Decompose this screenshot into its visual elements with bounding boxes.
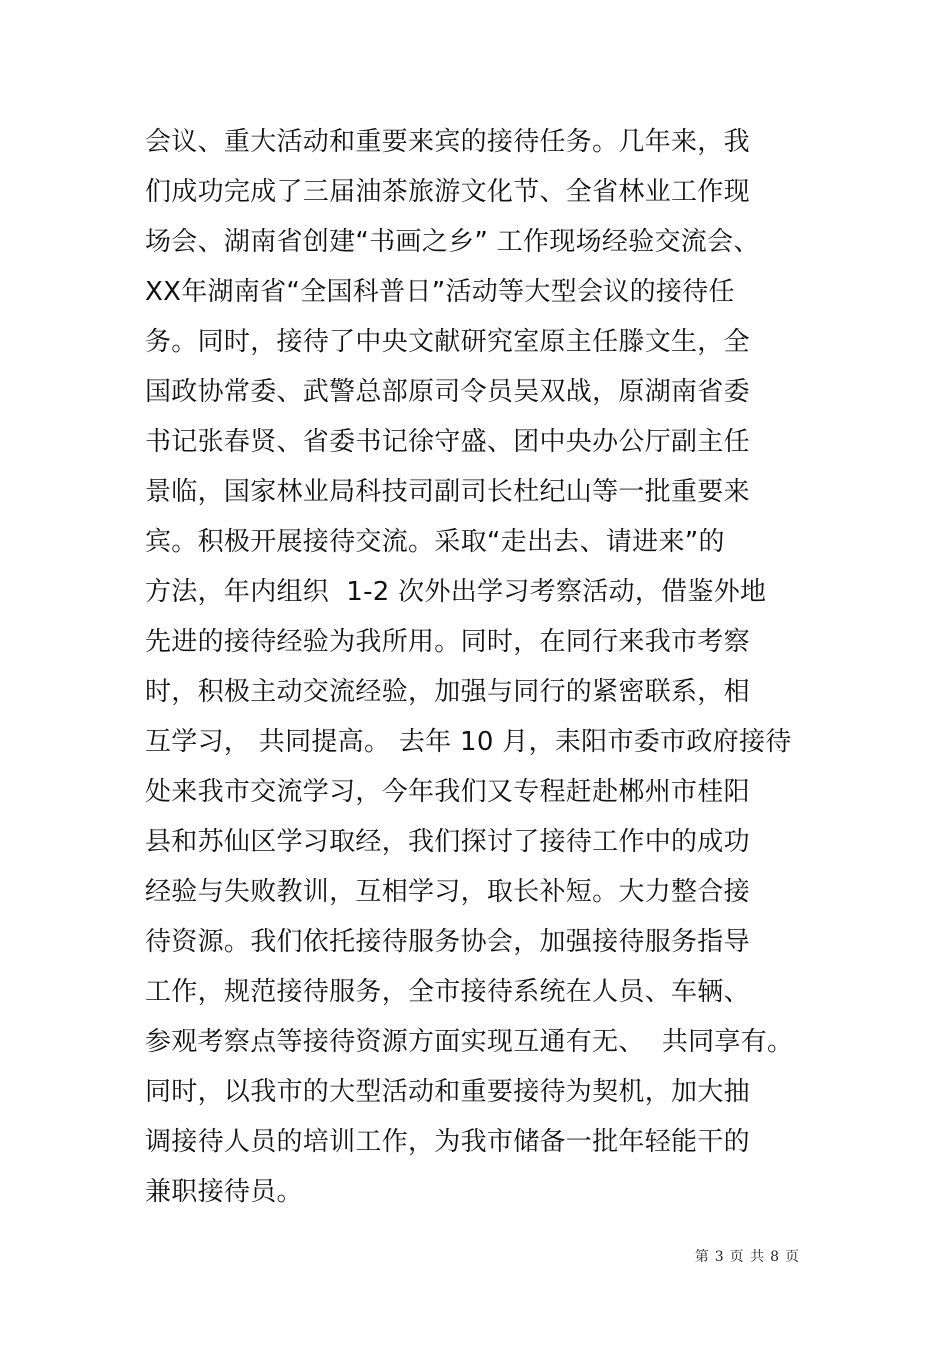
body-line-10: 方法，年内组织 1-2 次外出学习考察活动，借鉴外地 <box>145 577 767 607</box>
body-line-20: 同时，以我市的大型活动和重要接待为契机，加大抽 <box>145 1077 750 1107</box>
footer-total-pages: 8 <box>770 1249 780 1265</box>
body-line-4: XX年湖南省“全国科普日”活动等大型会议的接待任 <box>145 277 735 307</box>
body-line-11: 先进的接待经验为我所用。同时，在同行来我市考察 <box>145 627 750 657</box>
body-line-8: 景临，国家林业局科技司副司长杜纪山等一批重要来 <box>145 477 750 507</box>
body-line-14: 处来我市交流学习，今年我们又专程赶赴郴州市桂阳 <box>145 777 750 807</box>
footer-prefix: 第 <box>694 1249 710 1265</box>
body-line-12: 时，积极主动交流经验，加强与同行的紧密联系，相 <box>145 677 750 707</box>
body-line-13: 互学习， 共同提高。 去年 10 月，耒阳市委市政府接待 <box>145 727 792 757</box>
body-line-5: 务。同时，接待了中央文献研究室原主任滕文生，全 <box>145 327 750 357</box>
body-line-6: 国政协常委、武警总部原司令员吴双战，原湖南省委 <box>145 377 750 407</box>
footer-current-page: 3 <box>714 1249 725 1265</box>
body-line-2: 们成功完成了三届油茶旅游文化节、全省林业工作现 <box>145 177 750 207</box>
footer-middle: 页 共 <box>729 1249 766 1265</box>
body-line-19: 参观考察点等接待资源方面实现互通有无、 共同享有。 <box>145 1027 794 1057</box>
body-line-16: 经验与失败教训，互相学习，取长补短。大力整合接 <box>145 877 750 907</box>
body-line-15: 县和苏仙区学习取经，我们探讨了接待工作中的成功 <box>145 827 750 857</box>
body-line-17: 待资源。我们依托接待服务协会，加强接待服务指导 <box>145 927 750 957</box>
body-line-1: 会议、重大活动和重要来宾的接待任务。几年来，我 <box>145 127 750 157</box>
body-line-18: 工作，规范接待服务，全市接待系统在人员、车辆、 <box>145 977 750 1007</box>
body-line-3: 场会、湖南省创建“书画之乡” 工作现场经验交流会、 <box>145 227 760 257</box>
body-line-21: 调接待人员的培训工作，为我市储备一批年轻能干的 <box>145 1127 750 1157</box>
body-line-22: 兼职接待员。 <box>145 1177 303 1207</box>
body-line-9: 宾。积极开展接待交流。采取“走出去、请进来”的 <box>145 527 725 557</box>
body-line-7: 书记张春贤、省委书记徐守盛、团中央办公厅副主任 <box>145 427 750 457</box>
footer-suffix: 页 <box>785 1249 800 1265</box>
page-footer <box>695 1246 805 1266</box>
